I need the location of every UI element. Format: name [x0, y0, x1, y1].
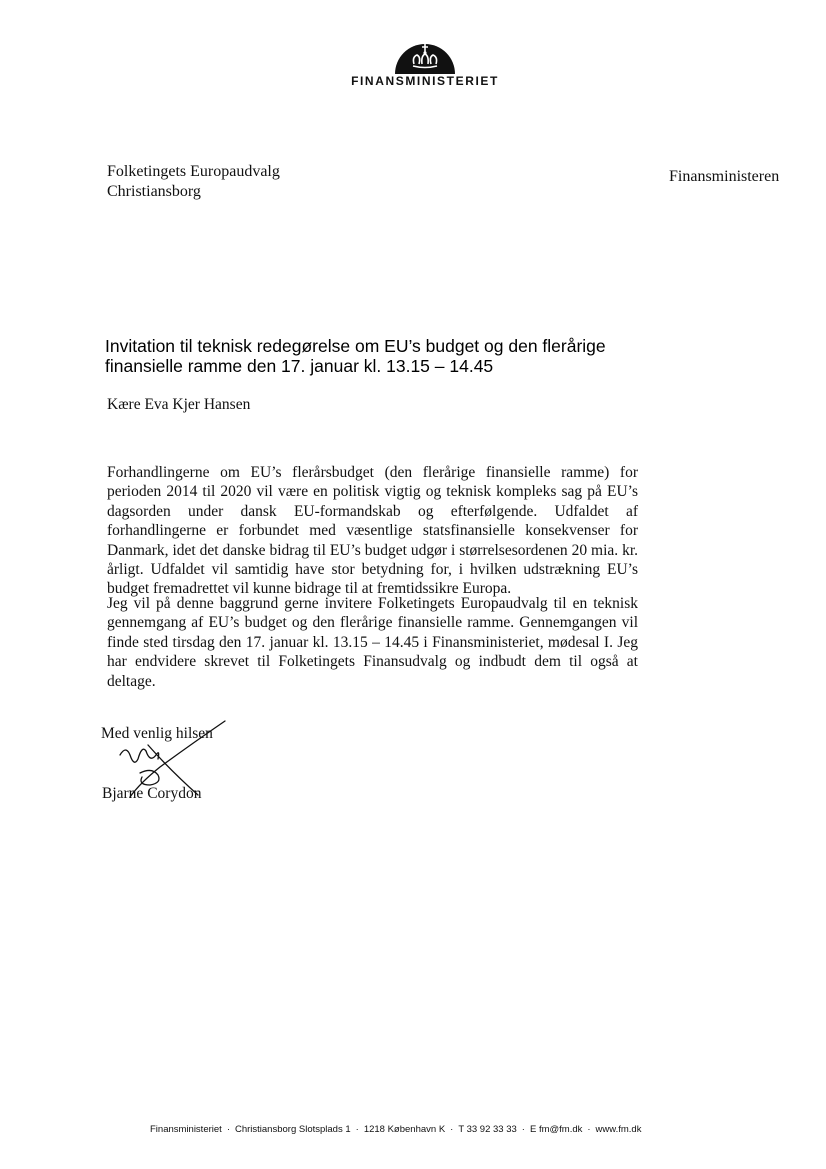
ministry-name: FINANSMINISTERIET: [351, 74, 499, 88]
greeting: Kære Eva Kjer Hansen: [107, 396, 251, 413]
body-paragraph: Forhandlingerne om EU’s flerårsbudget (den flerårige finansielle ramme) for perioden 2014 til 2020 vil være en politisk vigtig og teknisk kompleks sag på EU’s dagsorden under dansk EU-formandskab og efterfølgende. Udfaldet af forhandlingerne er forbundet med væsentlige statsfinansielle konsekvenser for Danmark, idet det danske bidrag til EU’s budget udgør i størrelsesordenen 20 mia. kr. årligt. Udfaldet vil samtidig have stor betydning for, i hvilken udstrækning EU’s budget fremadrettet vil kunne bidrage til at fremtidssikre Europa.: [107, 464, 638, 598]
footer-org: Finansministeriet: [150, 1124, 222, 1135]
footer-contact-line: Finansministeriet · Christiansborg Slotsplads 1 · 1218 København K · T 33 92 33 33 · E fm@fm.dk · www.fm.dk: [150, 1124, 642, 1135]
signatory-name: Bjarne Corydon: [102, 785, 202, 802]
handwritten-signature: [110, 715, 235, 805]
recipient-line: Folketingets Europaudvalg: [107, 163, 280, 180]
body-paragraph: Jeg vil på denne baggrund gerne invitere Folketingets Europaudvalg til en teknisk gennemgang af EU’s budget og den flerårige finansielle ramme. Gennemgangen vil finde sted tirsdag den 17. januar kl. 13.15 – 14.45 i Finansministeriet, mødesal I. Jeg har endvidere skrevet til Folketingets Finansudvalg og indbudt dem til også at deltage.: [107, 595, 638, 690]
letter-subject: Invitation til teknisk redegørelse om EU’s budget og den flerårige finansielle ramme den 17. januar kl. 13.15 – 14.45: [105, 336, 606, 376]
closing-phrase: Med venlig hilsen: [101, 725, 213, 742]
footer-email[interactable]: E fm@fm.dk: [529, 1124, 583, 1135]
recipient-line: Christiansborg: [107, 183, 201, 200]
recipient-address: [107, 162, 280, 202]
sender-title: Finansministeren: [669, 168, 780, 185]
crown-emblem-icon: [393, 38, 457, 74]
footer-website[interactable]: www.fm.dk: [595, 1124, 642, 1135]
footer-phone: T 33 92 33 33: [458, 1124, 517, 1135]
footer-address: Christiansborg Slotsplads 1: [234, 1124, 351, 1135]
footer-city: 1218 København K: [363, 1124, 446, 1135]
